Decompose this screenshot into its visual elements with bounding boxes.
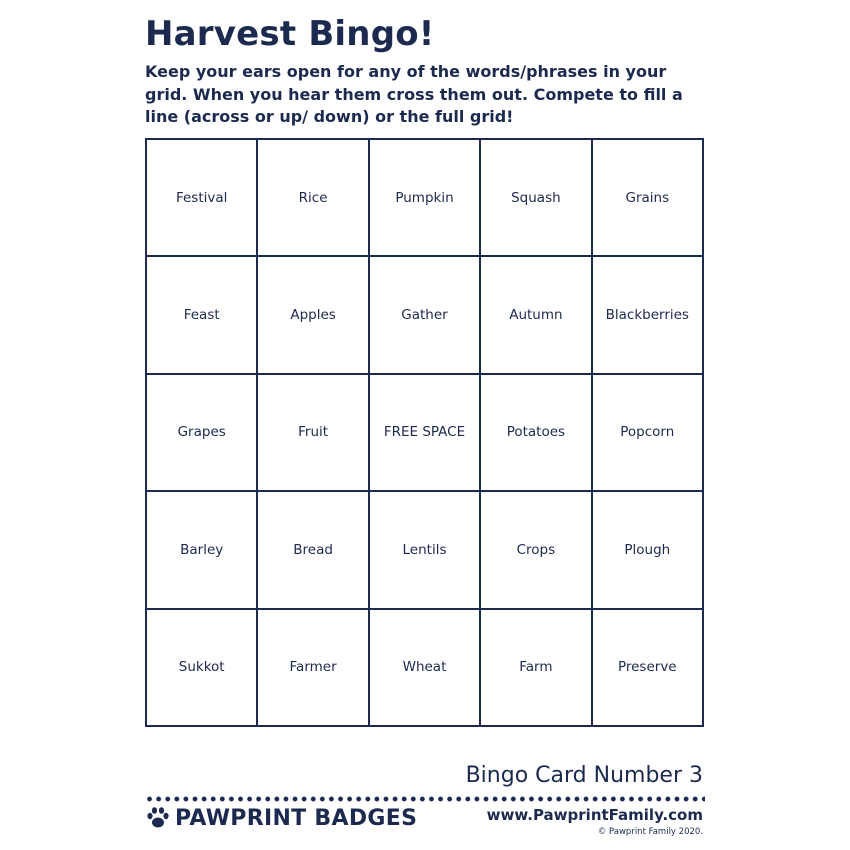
bingo-cell[interactable]: Festival: [146, 139, 257, 256]
copyright-notice: © Pawprint Family 2020.: [597, 827, 703, 837]
website-link[interactable]: www.PawprintFamily.com: [486, 806, 703, 824]
instructions-text: Keep your ears open for any of the words/phrases in your grid. When you hear them cross them out. Compete to fill a line (across or up/ down) or the full grid!: [145, 62, 683, 126]
bingo-cell[interactable]: Blackberries: [592, 256, 703, 373]
bingo-cell[interactable]: Farmer: [257, 609, 368, 726]
page-title: Harvest Bingo!: [145, 14, 435, 54]
bingo-cell[interactable]: Grains: [592, 139, 703, 256]
bingo-cell[interactable]: Gather: [369, 256, 480, 373]
bingo-cell[interactable]: Squash: [480, 139, 591, 256]
bingo-cell[interactable]: Sukkot: [146, 609, 257, 726]
brand-name: PAWPRINT BADGES: [175, 805, 418, 831]
bingo-grid: [145, 138, 704, 727]
bingo-cell[interactable]: Plough: [592, 491, 703, 608]
bingo-cell[interactable]: Rice: [257, 139, 368, 256]
bingo-cell[interactable]: Wheat: [369, 609, 480, 726]
bingo-cell[interactable]: Preserve: [592, 609, 703, 726]
bingo-cell[interactable]: Farm: [480, 609, 591, 726]
bingo-cell[interactable]: Apples: [257, 256, 368, 373]
paw-print-icon: [145, 805, 171, 831]
bingo-cell[interactable]: Feast: [146, 256, 257, 373]
dotted-divider: [145, 796, 705, 802]
bingo-cell[interactable]: Autumn: [480, 256, 591, 373]
bingo-cell[interactable]: Grapes: [146, 374, 257, 491]
bingo-cell[interactable]: Barley: [146, 491, 257, 608]
brand-logo: [145, 805, 417, 831]
bingo-cell[interactable]: Potatoes: [480, 374, 591, 491]
bingo-cell[interactable]: Popcorn: [592, 374, 703, 491]
free-space-cell[interactable]: FREE SPACE: [369, 374, 480, 491]
bingo-cell[interactable]: Bread: [257, 491, 368, 608]
bingo-cell[interactable]: Crops: [480, 491, 591, 608]
bingo-cell[interactable]: Pumpkin: [369, 139, 480, 256]
bingo-cell[interactable]: Fruit: [257, 374, 368, 491]
card-number: Bingo Card Number 3: [465, 763, 703, 788]
bingo-cell[interactable]: Lentils: [369, 491, 480, 608]
